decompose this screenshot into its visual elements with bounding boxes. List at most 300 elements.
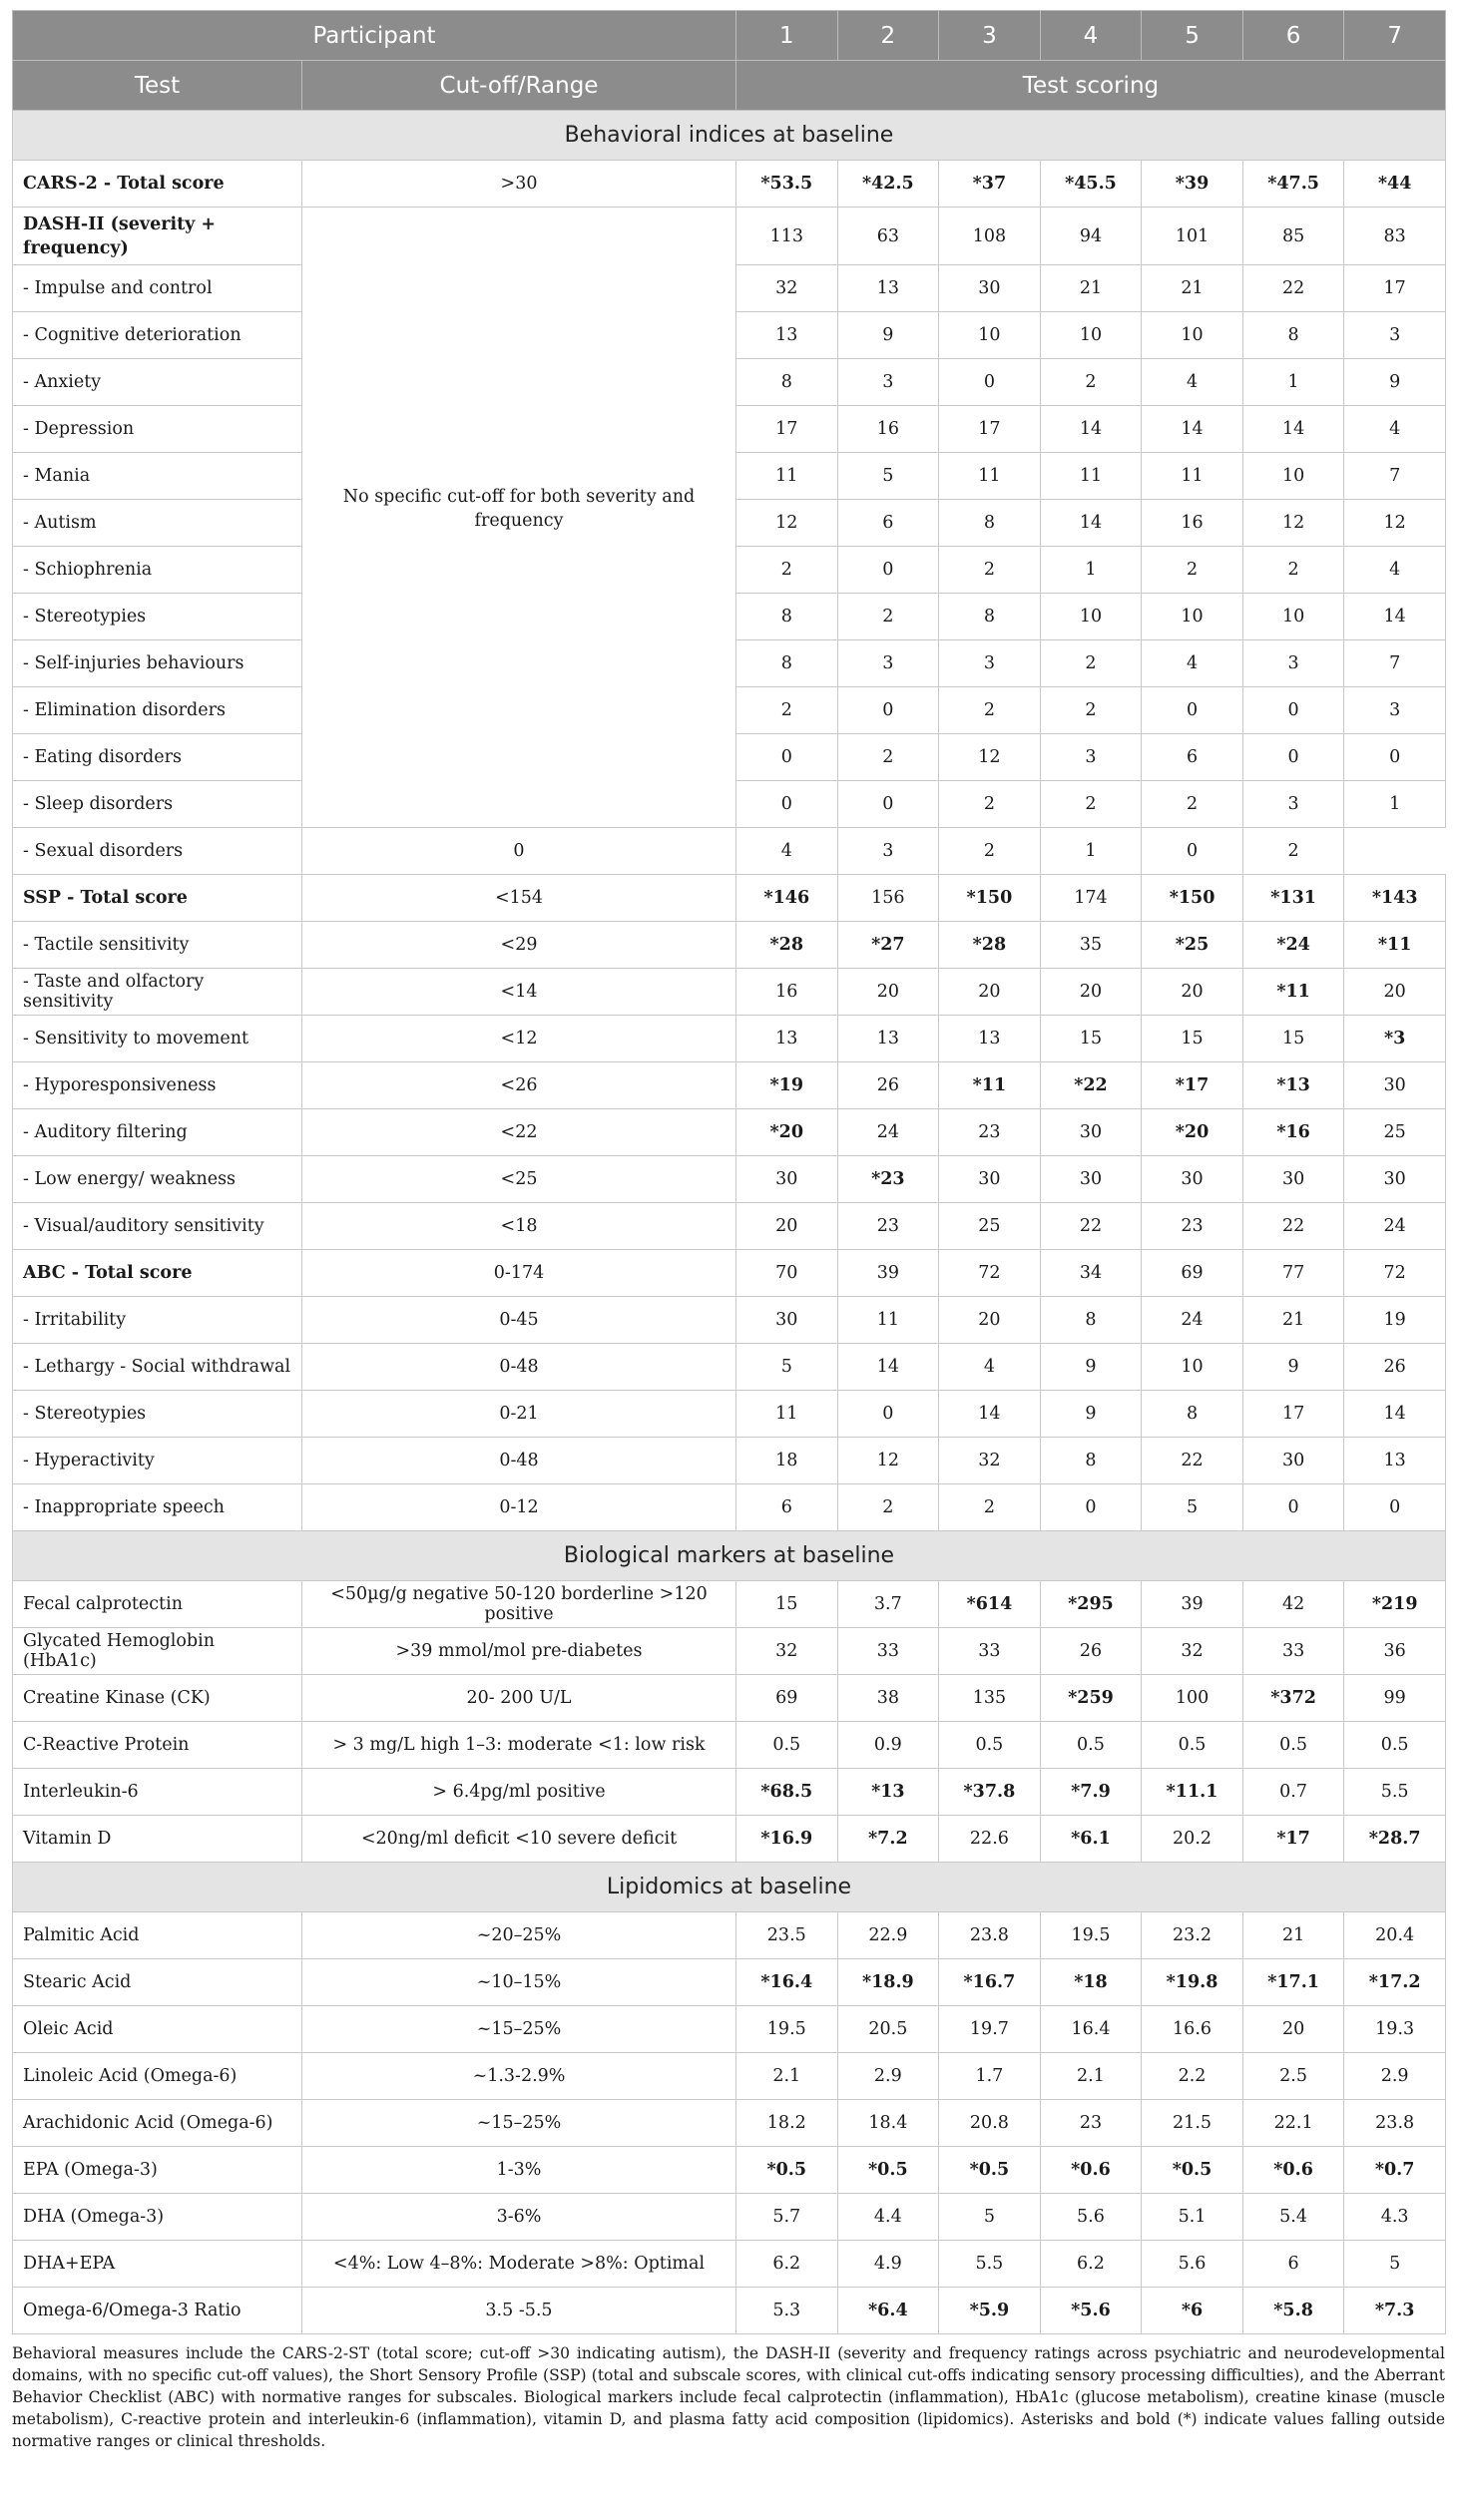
score-cell: 20 — [1344, 969, 1446, 1016]
test-name-cell: - Irritability — [13, 1297, 302, 1344]
score-cell: 19 — [1344, 1297, 1446, 1344]
score-cell: 17 — [1242, 1391, 1344, 1438]
score-cell: 15 — [1040, 1016, 1142, 1062]
score-cell: 2 — [1040, 640, 1142, 687]
score-cell: 5 — [736, 1344, 838, 1391]
score-cell: *13 — [837, 1769, 939, 1816]
score-cell: 5.5 — [939, 2241, 1041, 2288]
test-name-cell: - Hyporesponsiveness — [13, 1062, 302, 1109]
score-cell: 17 — [1344, 265, 1446, 312]
table-row — [13, 1016, 1446, 1062]
score-cell: 10 — [1242, 453, 1344, 500]
score-cell: 0 — [1242, 687, 1344, 734]
score-cell: 39 — [837, 1250, 939, 1297]
cutoff-cell: 0-12 — [302, 1484, 736, 1531]
score-cell: *18.9 — [837, 1959, 939, 2006]
score-cell: 16.6 — [1142, 2006, 1243, 2053]
score-cell: *17.1 — [1242, 1959, 1344, 2006]
score-cell: 1 — [1040, 828, 1142, 875]
cutoff-cell: 3-6% — [302, 2194, 736, 2241]
table-row — [13, 1912, 1446, 1959]
cutoff-cell: 0-48 — [302, 1438, 736, 1484]
score-cell: *24 — [1242, 922, 1344, 969]
score-cell: 22 — [1242, 1203, 1344, 1250]
score-cell: 5.6 — [1040, 2194, 1142, 2241]
score-cell: 7 — [1344, 453, 1446, 500]
score-cell: *5.9 — [939, 2288, 1041, 2334]
score-cell: 63 — [837, 208, 939, 265]
cutoff-cell: <20ng/ml deficit <10 severe deficit — [302, 1816, 736, 1863]
score-cell: 2 — [837, 734, 939, 781]
score-cell: 14 — [1142, 406, 1243, 453]
score-cell: 16.4 — [1040, 2006, 1142, 2053]
score-cell: 26 — [837, 1062, 939, 1109]
score-cell: 4.9 — [837, 2241, 939, 2288]
score-cell: 5.5 — [1344, 1769, 1446, 1816]
score-cell: *13 — [1242, 1062, 1344, 1109]
test-name-cell: - Sleep disorders — [13, 781, 302, 828]
participant-number: 3 — [939, 11, 1041, 61]
score-cell: 38 — [837, 1675, 939, 1722]
score-cell: 0 — [1242, 1484, 1344, 1531]
score-cell: 33 — [1242, 1628, 1344, 1675]
table-row — [13, 1156, 1446, 1203]
score-cell: 10 — [1142, 594, 1243, 640]
participant-number: 7 — [1344, 11, 1446, 61]
score-cell: 69 — [1142, 1250, 1243, 1297]
section-title-biological: Biological markers at baseline — [13, 1531, 1446, 1581]
score-cell: 9 — [1242, 1344, 1344, 1391]
score-cell: 174 — [1040, 875, 1142, 922]
test-name-cell: - Sexual disorders — [13, 828, 302, 875]
test-name-cell: - Impulse and control — [13, 265, 302, 312]
score-cell: *53.5 — [736, 161, 838, 208]
test-name-cell: DHA+EPA — [13, 2241, 302, 2288]
score-cell: 14 — [1344, 1391, 1446, 1438]
score-cell: *143 — [1344, 875, 1446, 922]
score-cell: 39 — [1142, 1581, 1243, 1628]
score-cell: 23 — [1040, 2100, 1142, 2147]
score-cell: 30 — [1040, 1156, 1142, 1203]
score-cell: *295 — [1040, 1581, 1142, 1628]
score-cell: 14 — [837, 1344, 939, 1391]
score-cell: 3 — [1344, 687, 1446, 734]
score-cell: *28.7 — [1344, 1816, 1446, 1863]
score-cell: 17 — [939, 406, 1041, 453]
table-row — [13, 1675, 1446, 1722]
score-cell: *17.2 — [1344, 1959, 1446, 2006]
score-cell: 2 — [1040, 781, 1142, 828]
test-name-cell: Glycated Hemoglobin (HbA1c) — [13, 1628, 302, 1675]
table-row — [13, 1769, 1446, 1816]
score-cell: *20 — [1142, 1109, 1243, 1156]
test-name-cell: SSP - Total score — [13, 875, 302, 922]
score-cell: 13 — [736, 1016, 838, 1062]
score-cell: *614 — [939, 1581, 1041, 1628]
table-row — [13, 1297, 1446, 1344]
score-cell: 4 — [1344, 547, 1446, 594]
score-cell: *11 — [939, 1062, 1041, 1109]
score-cell: 0 — [736, 734, 838, 781]
table-row — [13, 828, 1446, 875]
score-cell: 2 — [1040, 687, 1142, 734]
cutoff-cell: ~15–25% — [302, 2100, 736, 2147]
score-cell: *68.5 — [736, 1769, 838, 1816]
cutoff-cell: <22 — [302, 1109, 736, 1156]
cutoff-cell: <154 — [302, 875, 736, 922]
score-cell: 10 — [1040, 312, 1142, 359]
score-cell: 13 — [1344, 1438, 1446, 1484]
section-title-lipidomics: Lipidomics at baseline — [13, 1863, 1446, 1912]
score-cell: 2 — [837, 1484, 939, 1531]
score-cell: 2 — [939, 547, 1041, 594]
score-cell: 6.2 — [1040, 2241, 1142, 2288]
score-cell: 2 — [837, 594, 939, 640]
score-cell: 2.9 — [837, 2053, 939, 2100]
score-cell: 21 — [1142, 265, 1243, 312]
score-cell: *0.5 — [736, 2147, 838, 2194]
test-name-cell: Oleic Acid — [13, 2006, 302, 2053]
score-cell: 20.8 — [939, 2100, 1041, 2147]
score-cell: *16.9 — [736, 1816, 838, 1863]
score-cell: 5 — [837, 453, 939, 500]
score-cell: 23 — [837, 1203, 939, 1250]
test-name-cell: C-Reactive Protein — [13, 1722, 302, 1769]
score-cell: 2 — [939, 687, 1041, 734]
test-name-cell: - Cognitive deterioration — [13, 312, 302, 359]
test-name-cell: - Hyperactivity — [13, 1438, 302, 1484]
score-cell: 22 — [1040, 1203, 1142, 1250]
score-cell: *20 — [736, 1109, 838, 1156]
score-cell: 22 — [1142, 1438, 1243, 1484]
score-cell: 20 — [1142, 969, 1243, 1016]
score-cell: 30 — [1040, 1109, 1142, 1156]
test-name-cell: - Taste and olfactory sensitivity — [13, 969, 302, 1016]
score-cell: 99 — [1344, 1675, 1446, 1722]
score-cell: 69 — [736, 1675, 838, 1722]
score-cell: 5.4 — [1242, 2194, 1344, 2241]
cutoff-cell: <18 — [302, 1203, 736, 1250]
table-row — [13, 1250, 1446, 1297]
score-cell: *17 — [1242, 1816, 1344, 1863]
participant-number: 1 — [736, 11, 838, 61]
score-cell: 30 — [939, 1156, 1041, 1203]
score-cell: *259 — [1040, 1675, 1142, 1722]
score-cell: 23.2 — [1142, 1912, 1243, 1959]
test-name-cell: - Schiophrenia — [13, 547, 302, 594]
score-cell: 23 — [939, 1109, 1041, 1156]
score-cell: 32 — [736, 265, 838, 312]
score-cell: *0.5 — [1142, 2147, 1243, 2194]
score-cell: 20 — [837, 969, 939, 1016]
score-cell: 42 — [1242, 1581, 1344, 1628]
score-cell: 1 — [1242, 359, 1344, 406]
score-cell: 13 — [837, 265, 939, 312]
score-cell: 25 — [939, 1203, 1041, 1250]
score-cell: 11 — [736, 453, 838, 500]
score-cell: 30 — [736, 1156, 838, 1203]
score-cell: 10 — [1040, 594, 1142, 640]
dash-cutoff-cell: No specific cut-off for both severity and frequency — [302, 208, 736, 828]
score-cell: 4 — [939, 1344, 1041, 1391]
participant-number: 6 — [1242, 11, 1344, 61]
score-cell: 10 — [1142, 1344, 1243, 1391]
participant-number: 5 — [1142, 11, 1243, 61]
score-cell: 5 — [1344, 2241, 1446, 2288]
score-cell: 16 — [1142, 500, 1243, 547]
score-cell: 34 — [1040, 1250, 1142, 1297]
cutoff-cell: 20- 200 U/L — [302, 1675, 736, 1722]
participant-label: Participant — [13, 11, 736, 61]
cutoff-cell: ~20–25% — [302, 1912, 736, 1959]
score-cell: *42.5 — [837, 161, 939, 208]
section-title-behavioral: Behavioral indices at baseline — [13, 111, 1446, 161]
score-cell: 3 — [1242, 640, 1344, 687]
score-cell: 0 — [1344, 1484, 1446, 1531]
column-header-row — [13, 61, 1446, 111]
cutoff-cell: 0-45 — [302, 1297, 736, 1344]
test-name-cell: Linoleic Acid (Omega-6) — [13, 2053, 302, 2100]
score-cell: 2 — [1040, 359, 1142, 406]
score-cell: 21.5 — [1142, 2100, 1243, 2147]
test-name-cell: - Tactile sensitivity — [13, 922, 302, 969]
score-cell: 8 — [1142, 1391, 1243, 1438]
score-cell: 4 — [1142, 640, 1243, 687]
score-cell: 13 — [736, 312, 838, 359]
score-cell: 156 — [837, 875, 939, 922]
score-cell: 2 — [1142, 547, 1243, 594]
score-cell: 5 — [939, 2194, 1041, 2241]
score-cell: 19.5 — [1040, 1912, 1142, 1959]
score-cell: 1 — [1040, 547, 1142, 594]
table-footnote: Behavioral measures include the CARS-2-ST (total score; cut-off >30 indicating autism), the DASH-II (severity and frequency ratings across psychiatric and neurodevelopmental domains, with no specific cut-off values), the Short Sensory Profile (SSP) (total and subscale scores, with clinical cut-offs indicating sensory processing difficulties), and the Aberrant Behavior Checklist (ABC) with normative ranges for subscales. Biological markers include fecal calprotectin (inflammation), HbA1c (glucose metabolism), creatine kinase (muscle metabolism), C-reactive protein and interleukin-6 (inflammation), vitamin D, and plasma fatty acid composition (lipidomics). Asterisks and bold (*) indicate values falling outside normative ranges or clinical thresholds. — [12, 2344, 1445, 2450]
score-cell: 21 — [1040, 265, 1142, 312]
score-cell: 11 — [736, 1391, 838, 1438]
test-name-cell: - Sensitivity to movement — [13, 1016, 302, 1062]
score-cell: *0.6 — [1242, 2147, 1344, 2194]
score-cell: 23.5 — [736, 1912, 838, 1959]
score-cell: 135 — [939, 1675, 1041, 1722]
score-cell: 12 — [736, 500, 838, 547]
score-cell: 20 — [939, 969, 1041, 1016]
table-row — [13, 1484, 1446, 1531]
participant-header-row — [13, 11, 1446, 61]
score-cell: 94 — [1040, 208, 1142, 265]
test-name-cell: - Stereotypies — [13, 594, 302, 640]
score-cell: 2.2 — [1142, 2053, 1243, 2100]
cutoff-cell: <14 — [302, 969, 736, 1016]
test-name-cell: - Autism — [13, 500, 302, 547]
score-cell: 14 — [1242, 406, 1344, 453]
score-cell: *3 — [1344, 1016, 1446, 1062]
score-cell: 9 — [1040, 1391, 1142, 1438]
score-cell: 11 — [837, 1297, 939, 1344]
score-cell: *6 — [1142, 2288, 1243, 2334]
score-cell: 25 — [1344, 1109, 1446, 1156]
participant-number: 2 — [837, 11, 939, 61]
score-cell: 101 — [1142, 208, 1243, 265]
score-cell: 26 — [1344, 1344, 1446, 1391]
score-cell: 6 — [1142, 734, 1243, 781]
score-cell: *150 — [1142, 875, 1243, 922]
cutoff-cell: ~10–15% — [302, 1959, 736, 2006]
score-cell: 0 — [1040, 1484, 1142, 1531]
cutoff-column-header: Cut-off/Range — [302, 61, 736, 111]
score-cell: 9 — [1040, 1344, 1142, 1391]
score-cell: *37.8 — [939, 1769, 1041, 1816]
test-name-cell: DASH-II (severity + frequency) — [13, 208, 302, 265]
score-cell: 11 — [1142, 453, 1243, 500]
cutoff-cell: ~1.3-2.9% — [302, 2053, 736, 2100]
test-name-cell: - Stereotypies — [13, 1391, 302, 1438]
score-cell: 20 — [1040, 969, 1142, 1016]
score-cell: 8 — [736, 640, 838, 687]
score-cell: 10 — [1142, 312, 1243, 359]
score-cell: 0 — [939, 359, 1041, 406]
score-cell: *16.7 — [939, 1959, 1041, 2006]
score-cell: 23.8 — [939, 1912, 1041, 1959]
score-cell: *19 — [736, 1062, 838, 1109]
score-cell: 10 — [939, 312, 1041, 359]
cutoff-cell: <29 — [302, 922, 736, 969]
score-cell: *11 — [1242, 969, 1344, 1016]
score-cell: *11.1 — [1142, 1769, 1243, 1816]
score-cell: 72 — [939, 1250, 1041, 1297]
table-row — [13, 875, 1446, 922]
score-cell: *28 — [939, 922, 1041, 969]
cutoff-cell: <4%: Low 4–8%: Moderate >8%: Optimal — [302, 2241, 736, 2288]
score-cell: 9 — [1344, 359, 1446, 406]
score-cell: *6.4 — [837, 2288, 939, 2334]
score-cell: *17 — [1142, 1062, 1243, 1109]
score-cell: 20 — [1242, 2006, 1344, 2053]
table-row — [13, 2100, 1446, 2147]
score-cell: *0.5 — [939, 2147, 1041, 2194]
score-cell: 70 — [736, 1250, 838, 1297]
score-cell: 0.5 — [1344, 1722, 1446, 1769]
score-cell: *0.7 — [1344, 2147, 1446, 2194]
score-cell: 7 — [1344, 640, 1446, 687]
table-row — [13, 2006, 1446, 2053]
score-cell: 5.1 — [1142, 2194, 1243, 2241]
score-cell: 2 — [939, 781, 1041, 828]
score-cell: 15 — [1142, 1016, 1243, 1062]
score-cell: *25 — [1142, 922, 1243, 969]
score-cell: 30 — [1344, 1062, 1446, 1109]
score-cell: 22.6 — [939, 1816, 1041, 1863]
score-cell: 113 — [736, 208, 838, 265]
test-name-cell: Stearic Acid — [13, 1959, 302, 2006]
score-cell: *19.8 — [1142, 1959, 1243, 2006]
score-cell: 3 — [1040, 734, 1142, 781]
score-cell: 18.4 — [837, 2100, 939, 2147]
cutoff-cell: 0-174 — [302, 1250, 736, 1297]
score-cell: 4 — [736, 828, 838, 875]
score-cell: 20 — [939, 1297, 1041, 1344]
score-cell: 2 — [736, 687, 838, 734]
score-cell: 12 — [1344, 500, 1446, 547]
score-cell: 85 — [1242, 208, 1344, 265]
score-cell: *39 — [1142, 161, 1243, 208]
score-cell: 3 — [837, 359, 939, 406]
section-row — [13, 1531, 1446, 1581]
score-cell: 20 — [736, 1203, 838, 1250]
score-cell: 2 — [1142, 781, 1243, 828]
cutoff-cell: <12 — [302, 1016, 736, 1062]
score-cell: 4.4 — [837, 2194, 939, 2241]
test-name-cell: ABC - Total score — [13, 1250, 302, 1297]
score-cell: 1.7 — [939, 2053, 1041, 2100]
score-cell: 2 — [939, 1484, 1041, 1531]
score-cell: 6.2 — [736, 2241, 838, 2288]
table-row — [13, 1581, 1446, 1628]
score-cell: 24 — [1142, 1297, 1243, 1344]
test-name-cell: - Mania — [13, 453, 302, 500]
score-cell: *5.8 — [1242, 2288, 1344, 2334]
score-cell: 5.3 — [736, 2288, 838, 2334]
score-cell: 24 — [1344, 1203, 1446, 1250]
cutoff-cell: >39 mmol/mol pre-diabetes — [302, 1628, 736, 1675]
score-cell: *219 — [1344, 1581, 1446, 1628]
score-cell: 1 — [1344, 781, 1446, 828]
table-row — [13, 2194, 1446, 2241]
test-name-cell: - Low energy/ weakness — [13, 1156, 302, 1203]
score-cell: 22 — [1242, 265, 1344, 312]
test-name-cell: - Inappropriate speech — [13, 1484, 302, 1531]
cutoff-cell: ~15–25% — [302, 2006, 736, 2053]
score-cell: *45.5 — [1040, 161, 1142, 208]
score-cell: 16 — [736, 969, 838, 1016]
score-cell: 2 — [1242, 547, 1344, 594]
table-row — [13, 161, 1446, 208]
score-cell: 30 — [1142, 1156, 1243, 1203]
score-cell: 13 — [837, 1016, 939, 1062]
score-cell: 3 — [837, 640, 939, 687]
score-cell: 6 — [1242, 2241, 1344, 2288]
participant-number: 4 — [1040, 11, 1142, 61]
score-cell: *150 — [939, 875, 1041, 922]
test-name-cell: - Auditory filtering — [13, 1109, 302, 1156]
table-row — [13, 1062, 1446, 1109]
score-cell: 23 — [1142, 1203, 1243, 1250]
score-cell: 0.9 — [837, 1722, 939, 1769]
score-cell: 32 — [736, 1628, 838, 1675]
score-cell: 0 — [302, 828, 736, 875]
score-cell: 2 — [736, 547, 838, 594]
cutoff-cell: 0-48 — [302, 1344, 736, 1391]
score-cell: 14 — [939, 1391, 1041, 1438]
cutoff-cell: <50µg/g negative 50-120 borderline >120 positive — [302, 1581, 736, 1628]
cutoff-cell: > 6.4pg/ml positive — [302, 1769, 736, 1816]
score-cell: 12 — [939, 734, 1041, 781]
score-cell: 0.5 — [1040, 1722, 1142, 1769]
score-cell: 35 — [1040, 922, 1142, 969]
score-cell: 108 — [939, 208, 1041, 265]
score-cell: 30 — [736, 1297, 838, 1344]
score-cell: 3 — [1344, 312, 1446, 359]
score-cell: *11 — [1344, 922, 1446, 969]
section-row — [13, 1863, 1446, 1912]
score-cell: 4 — [1142, 359, 1243, 406]
score-cell: 30 — [1242, 1438, 1344, 1484]
table-row — [13, 1391, 1446, 1438]
score-cell: 14 — [1344, 594, 1446, 640]
score-cell: 0.5 — [736, 1722, 838, 1769]
table-row — [13, 2053, 1446, 2100]
cutoff-cell: <25 — [302, 1156, 736, 1203]
score-cell: *131 — [1242, 875, 1344, 922]
score-cell: 8 — [1242, 312, 1344, 359]
